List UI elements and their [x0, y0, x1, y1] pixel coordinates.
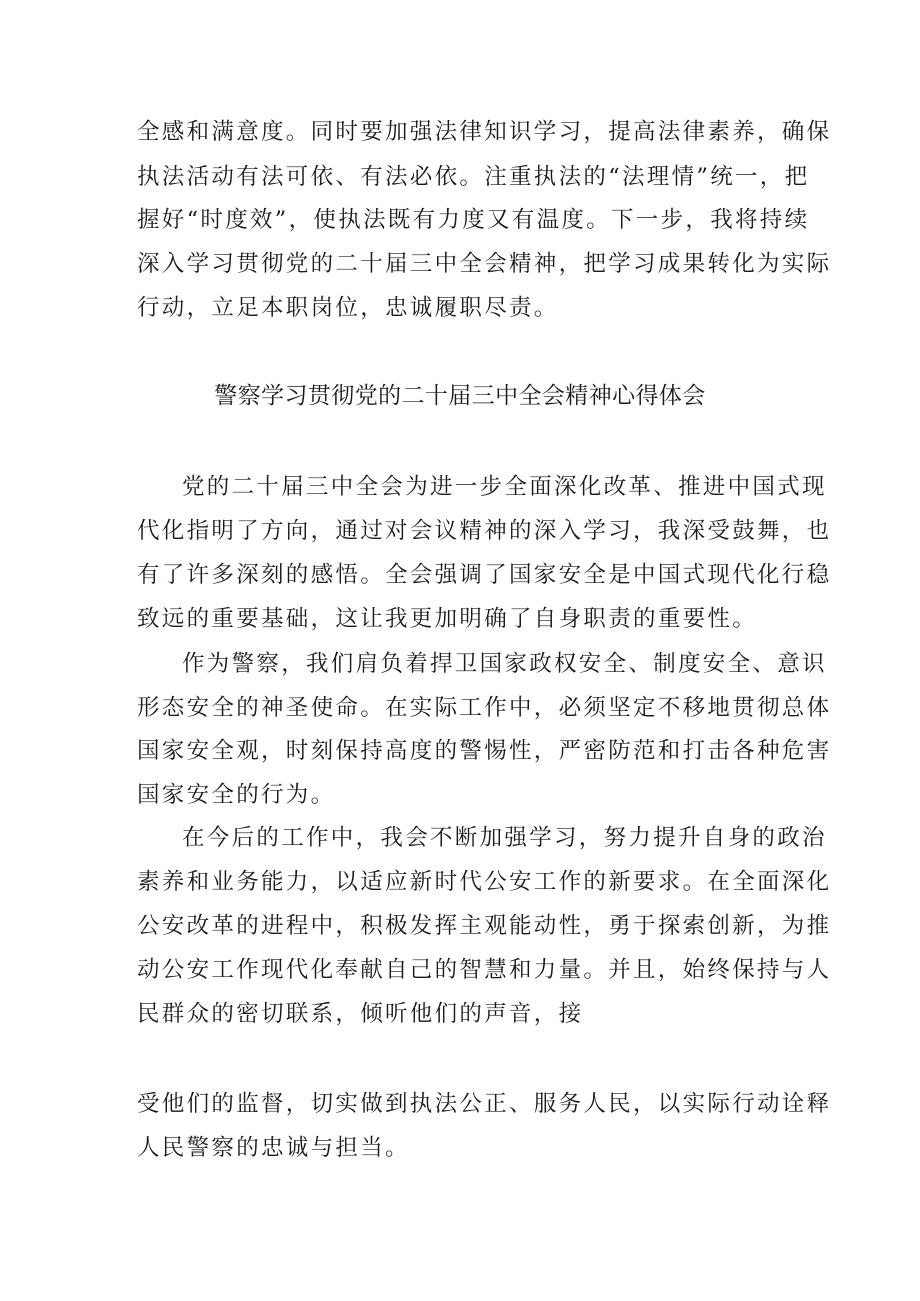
text-line: 素养和业务能力，以适应新时代公安工作的新要求。在全面深化	[137, 869, 832, 895]
text-line: 民群众的密切联系，倾听他们的声音，接	[137, 1001, 584, 1027]
text-line: 有了许多深刻的感悟。全会强调了国家安全是中国式现代化行稳	[137, 562, 832, 588]
text-line: 代化指明了方向，通过对会议精神的深入学习，我深受鼓舞，也	[137, 518, 832, 544]
text-line: 公安改革的进程中，积极发挥主观能动性，勇于探索创新，为推	[137, 913, 832, 939]
text-line: 执法活动有法可依、有法必依。注重执法的“法理情”统一，把	[137, 164, 810, 190]
document-title: 警察学习贯彻党的二十届三中全会精神心得体会	[214, 383, 706, 409]
text-line: 党的二十届三中全会为进一步全面深化改革、推进中国式现	[182, 474, 827, 500]
text-line: 受他们的监督，切实做到执法公正、服务人民，以实际行动诠释	[137, 1091, 832, 1117]
text-line: 握好“时度效”，使执法既有力度又有温度。下一步，我将持续	[137, 207, 810, 233]
text-line: 国家安全的行为。	[137, 782, 336, 808]
text-line: 动公安工作现代化奉献自己的智慧和力量。并且，始终保持与人	[137, 957, 832, 983]
text-line: 作为警察，我们肩负着捍卫国家政权安全、制度安全、意识	[182, 651, 827, 677]
text-line: 人民警察的忠诚与担当。	[137, 1135, 410, 1161]
text-line: 行动，立足本职岗位，忠诚履职尽责。	[137, 295, 559, 321]
text-line: 全感和满意度。同时要加强法律知识学习，提高法律素养，确保	[137, 119, 832, 145]
text-line: 深入学习贯彻党的二十届三中全会精神，把学习成果转化为实际	[137, 251, 832, 277]
text-line: 国家安全观，时刻保持高度的警惕性，严密防范和打击各种危害	[137, 738, 832, 764]
text-line: 形态安全的神圣使命。在实际工作中，必须坚定不移地贯彻总体	[137, 695, 832, 721]
text-line: 致远的重要基础，这让我更加明确了自身职责的重要性。	[137, 606, 758, 632]
text-line: 在今后的工作中，我会不断加强学习，努力提升自身的政治	[182, 825, 827, 851]
